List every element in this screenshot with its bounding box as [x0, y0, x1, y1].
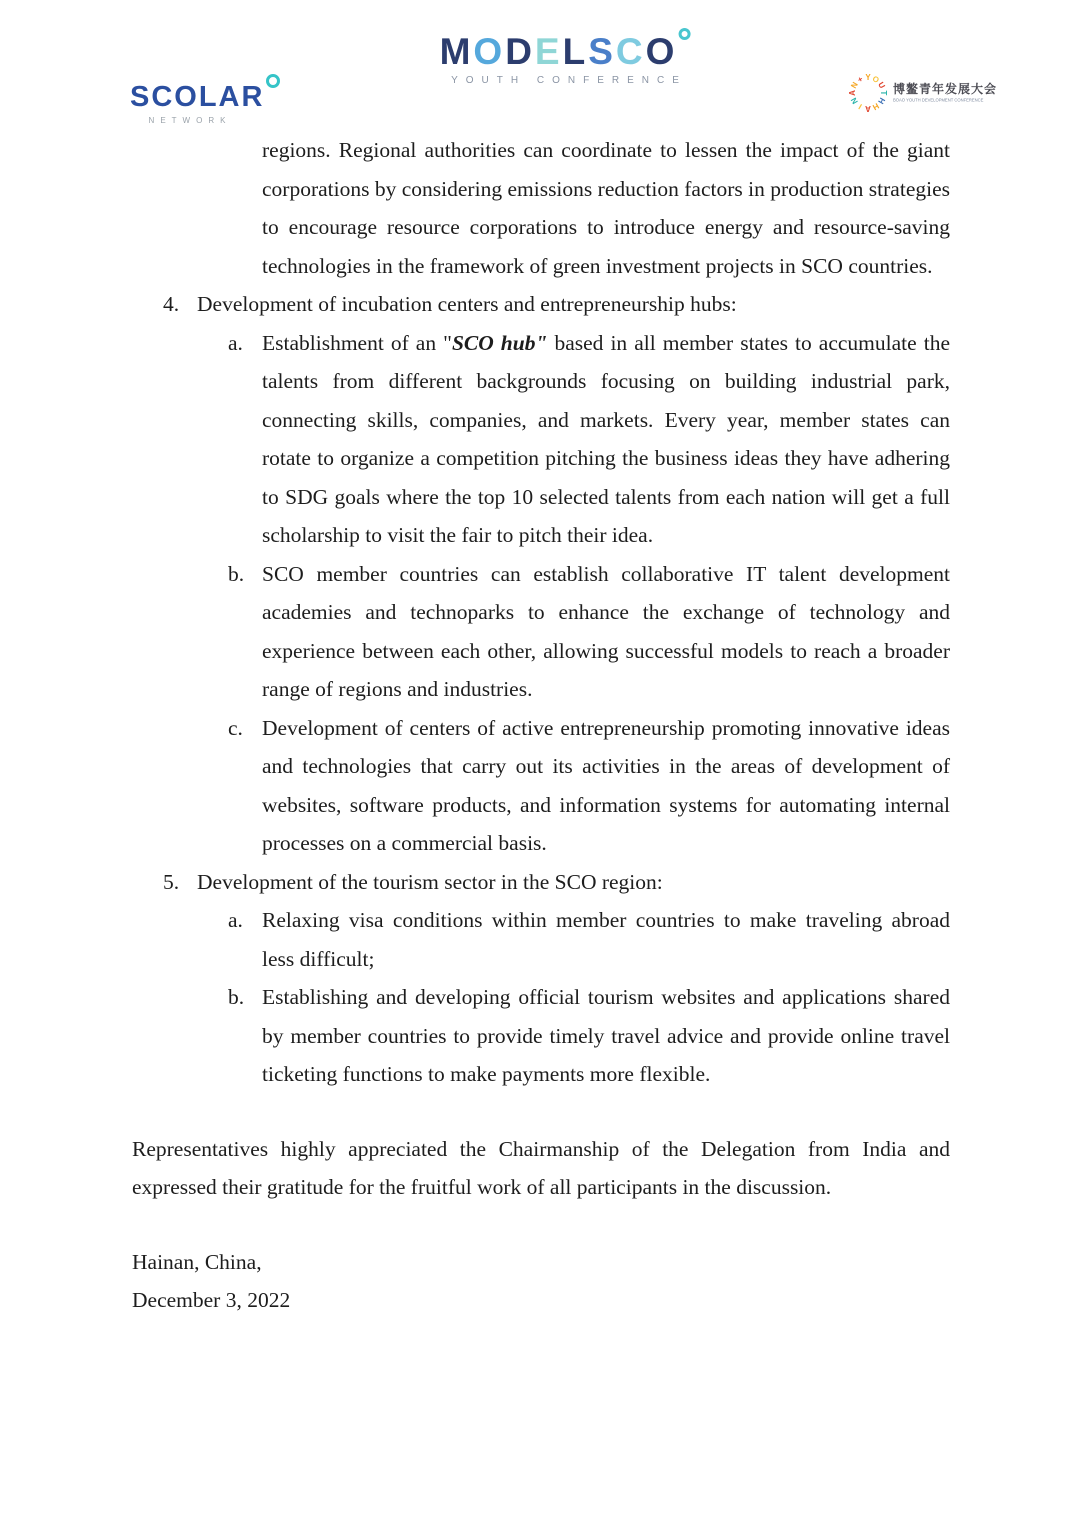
list-item-5a-text: Relaxing visa conditions within member countries to make traveling abroad less difficult;	[262, 908, 950, 971]
boao-english-title: BOAO YOUTH DEVELOPMENT CONFERENCE	[893, 97, 984, 103]
modelsco-letter: M	[439, 31, 474, 72]
boao-ring-letter: T	[879, 90, 888, 96]
list-item-4b	[132, 555, 950, 709]
sco-hub-emphasis: SCO hub"	[451, 330, 548, 355]
modelsco-subtitle: YOUTH CONFERENCE	[451, 75, 687, 86]
list-item-4a-marker: a.	[228, 330, 243, 355]
scolar-logo	[130, 74, 280, 125]
list-item-5a	[132, 901, 950, 978]
list-item-4	[132, 285, 950, 324]
modelsco-letter: O	[473, 31, 506, 72]
boao-ring-letter: Y	[865, 73, 871, 82]
modelsco-letter: E	[534, 31, 563, 72]
boao-ring-letter: H	[876, 95, 887, 106]
continuation-paragraph: regions. Regional authorities can coordinate to lessen the impact of the giant corporations by considering emissions reduction factors in production strategies to encourage resource corporations to introduce energy and resource-saving technologies in the framework of green investment projects in SCO countries.	[262, 138, 950, 278]
boao-ring-letter: A	[865, 104, 871, 113]
list-item-4c	[132, 709, 950, 863]
boao-ring-letter: U	[876, 80, 887, 91]
scolar-name: SCOLAR	[130, 81, 265, 113]
modelsco-letter: S	[588, 31, 616, 72]
list-item-5-title: Development of the tourism sector in the SCO region:	[197, 869, 663, 894]
boao-ring-icon	[845, 70, 891, 116]
place-line: Hainan, China,	[132, 1249, 262, 1274]
scolar-subtitle: NETWORK	[148, 116, 232, 125]
modelsco-letter: L	[562, 31, 589, 72]
boao-ring-letter: H	[870, 101, 881, 112]
list-item-4c-text: Development of centers of active entrepreneurship promoting innovative ideas and technologies that carry out its activities in the areas of development of websites, software products, and information systems for automating internal processes on a commercial basis.	[262, 715, 950, 855]
list-item-4a	[132, 324, 950, 555]
list-item-4b-text: SCO member countries can establish collaborative IT talent development academies and technoparks to enhance the exchange of technology and experience between each other, allowing successful models to reach a broader range of regions and industries.	[262, 561, 950, 701]
list-item-5b-text: Establishing and developing official tourism websites and applications shared by member countries to provide timely travel advice and provide online travel ticketing functions to make payments more flexible.	[262, 985, 950, 1086]
modelsco-logo	[440, 28, 691, 86]
list-item-4b-marker: b.	[228, 561, 245, 586]
list-item-5b	[132, 978, 950, 1094]
list-item-5a-marker: a.	[228, 908, 243, 932]
boao-ring-letter: I	[857, 101, 864, 111]
scolar-ring-icon	[266, 74, 280, 88]
boao-ring-letter: A	[848, 90, 857, 96]
list-item-5-marker: 5.	[163, 869, 180, 894]
modelsco-letter: D	[505, 31, 535, 72]
modelsco-wordmark	[440, 28, 691, 72]
boao-conference-logo	[845, 70, 1067, 116]
list-item-4a-text-pre: Establishment of an "	[262, 330, 452, 355]
modelsco-letter: O	[645, 31, 678, 72]
modelsco-letter: C	[615, 31, 646, 72]
boao-ring-letter: +	[855, 74, 865, 85]
document-body	[132, 131, 950, 1320]
list-item-5b-marker: b.	[228, 985, 245, 1009]
boao-chinese-title: 博鳌青年发展大会	[893, 81, 998, 96]
boao-ring-letter: O	[870, 74, 881, 86]
boao-ring-letter: N	[849, 80, 860, 91]
list-item-5	[132, 863, 950, 902]
boao-ring-letter: N	[849, 95, 860, 106]
list-item-4-title: Development of incubation centers and entrepreneurship hubs:	[197, 292, 737, 316]
list-item-4-marker: 4.	[163, 292, 180, 316]
list-item-4c-marker: c.	[228, 715, 243, 740]
scolar-wordmark	[130, 74, 280, 112]
modelsco-ring-icon	[678, 28, 690, 40]
closing-paragraph: Representatives highly appreciated the Chairmanship of the Delegation from India and expressed their gratitude for the fruitful work of all participants in the discussion.	[132, 1136, 950, 1199]
boao-title-block	[893, 80, 1067, 107]
date-line: December 3, 2022	[132, 1288, 291, 1312]
list-item-4a-text-post: based in all member states to accumulate the talents from different backgrounds focusing on building industrial park, connecting skills, companies, and markets. Every year, member states can rotate to organize a competition pitching the business ideas they have adhering to SDG goals where the top 10 selected talents from each nation will get a full scholarship to visit the fair to pitch their idea.	[262, 330, 950, 547]
